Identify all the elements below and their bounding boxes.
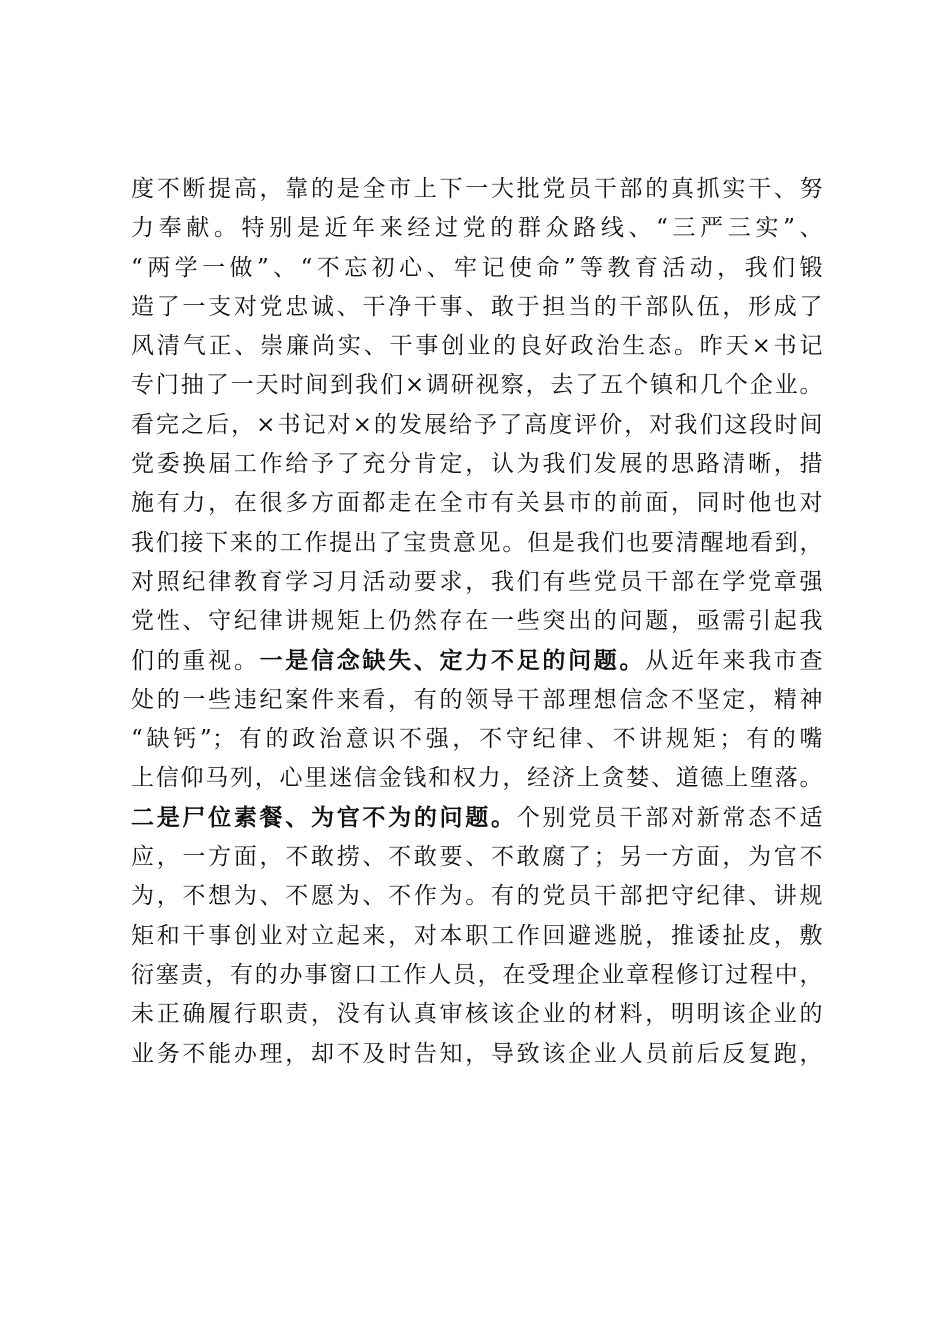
bold-heading-phrase: 一是信念缺失、定力不足的问题。	[259, 647, 646, 674]
text-line	[131, 288, 823, 327]
text-line	[131, 681, 823, 720]
text-line	[131, 1035, 823, 1074]
text-line	[131, 209, 823, 248]
text-segment: 上信仰马列，心里迷信金钱和权力，经济上贪婪、道德上堕落。	[131, 765, 823, 792]
text-line	[131, 642, 823, 681]
text-line	[131, 249, 823, 288]
text-segment: 专门抽了一天时间到我们×调研视察，去了五个镇和几个企业。	[131, 372, 823, 399]
text-segment: 党委换届工作给予了充分肯定，认为我们发展的思路清晰，措	[131, 451, 823, 478]
text-segment: 为，不想为、不愿为、不作为。有的党员干部把守纪律、讲规	[131, 883, 823, 910]
text-line	[131, 799, 823, 838]
text-segment: “两学一做”、“不忘初心、牢记使命”等教育活动，我们锻	[131, 254, 823, 281]
text-segment: 处的一些违纪案件来看，有的领导干部理想信念不坚定，精神	[131, 686, 823, 713]
bold-heading-phrase: 二是尸位素餐、为官不为的问题。	[131, 804, 517, 831]
text-segment: 对照纪律教育学习月活动要求，我们有些党员干部在学党章强	[131, 568, 823, 595]
text-segment: 施有力，在很多方面都走在全市有关县市的前面，同时他也对	[131, 490, 823, 517]
text-line	[131, 445, 823, 484]
text-segment: 衍塞责，有的办事窗口工作人员，在受理企业章程修订过程中，	[131, 961, 823, 988]
text-line	[131, 720, 823, 759]
text-segment: 风清气正、崇廉尚实、干事创业的良好政治生态。昨天×书记	[131, 333, 823, 360]
text-line	[131, 170, 823, 209]
text-line	[131, 877, 823, 916]
text-line	[131, 406, 823, 445]
text-segment: 矩和干事创业对立起来，对本职工作回避逃脱，推诿扯皮，敷	[131, 922, 823, 949]
text-segment: 我们接下来的工作提出了宝贵意见。但是我们也要清醒地看到，	[131, 529, 823, 556]
text-line	[131, 759, 823, 798]
text-line	[131, 524, 823, 563]
text-segment: 造了一支对党忠诚、干净干事、敢于担当的干部队伍，形成了	[131, 293, 823, 320]
text-segment: 个别党员干部对新常态不适	[516, 804, 824, 831]
text-line	[131, 917, 823, 956]
text-segment: 力奉献。特别是近年来经过党的群众路线、“三严三实”、	[131, 215, 823, 242]
text-line	[131, 484, 823, 523]
text-line	[131, 838, 823, 877]
text-segment: 未正确履行职责，没有认真审核该企业的材料，明明该企业的	[131, 1001, 823, 1028]
text-line	[131, 327, 823, 366]
text-segment: “缺钙”；有的政治意识不强，不守纪律、不讲规矩；有的嘴	[131, 726, 823, 753]
text-segment: 看完之后，×书记对×的发展给予了高度评价，对我们这段时间	[131, 411, 823, 438]
text-line	[131, 366, 823, 405]
text-segment: 们的重视。	[131, 647, 260, 674]
text-segment: 从近年来我市查	[645, 647, 824, 674]
text-segment: 业务不能办理，却不及时告知，导致该企业人员前后反复跑，	[131, 1040, 823, 1067]
text-segment: 度不断提高，靠的是全市上下一大批党员干部的真抓实干、努	[131, 176, 823, 202]
text-line	[131, 995, 823, 1034]
text-line	[131, 956, 823, 995]
text-segment: 应，一方面，不敢捞、不敢要、不敢腐了；另一方面，为官不	[131, 844, 823, 871]
text-line	[131, 563, 823, 602]
text-segment: 党性、守纪律讲规矩上仍然存在一些突出的问题，亟需引起我	[131, 608, 823, 635]
text-line	[131, 602, 823, 641]
body-paragraph	[131, 170, 823, 1074]
